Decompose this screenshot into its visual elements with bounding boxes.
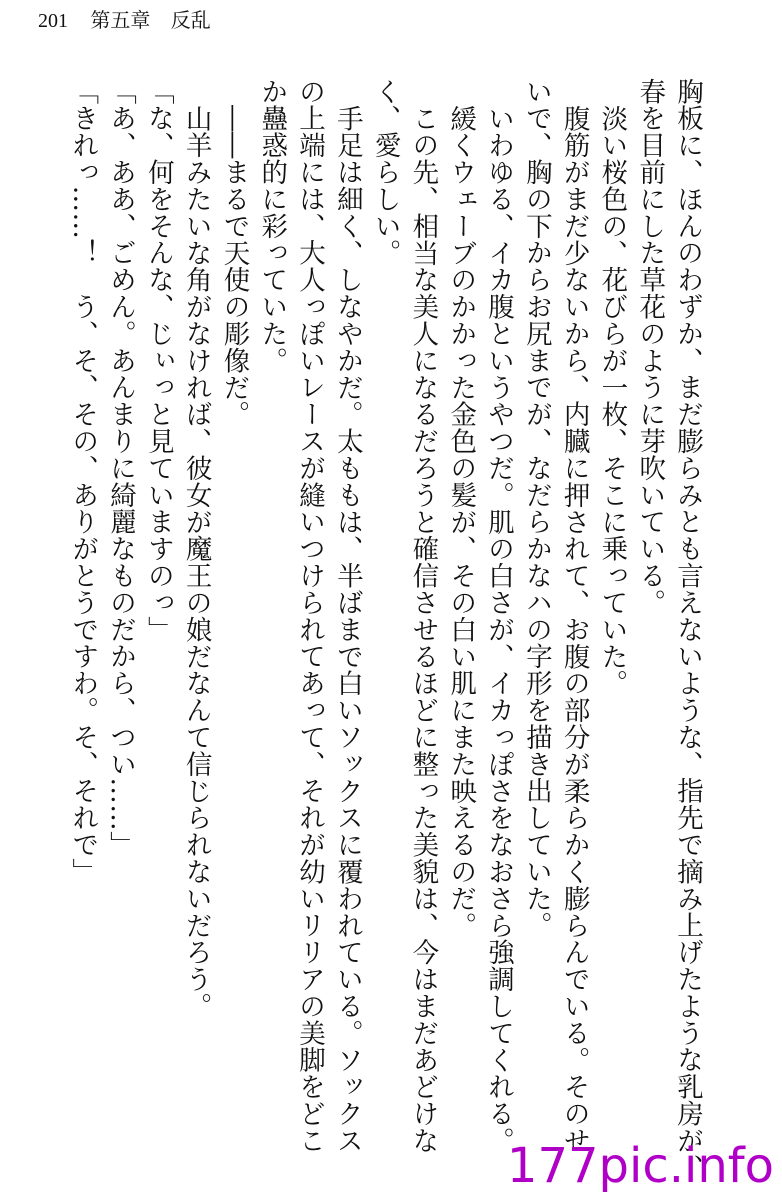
text-line: いわゆる、イカ腹というやつだ。肌の白さが、イカっぽさをなおさら強調してくれる。 <box>483 104 515 1154</box>
text-line: 手足は細く、しなやかだ。太ももは、半ばまで白いソックスに覆われている。ソックス <box>331 104 363 1154</box>
text-line: か蠱惑的に彩っていた。 <box>256 78 288 374</box>
dialogue-line: 「きれっ……！ う、そ、その、ありがとうですわ。そ、それで」 <box>67 78 99 885</box>
text-line: の上端には、大人っぽいレースが縫いつけられてあって、それが幼いリリアの美脚をどこ <box>294 78 326 1154</box>
text-line: 緩くウェーブのかかった金色の髪が、その白い肌にまた映えるのだ。 <box>445 104 477 939</box>
chapter-title: 反乱 <box>170 8 211 32</box>
text-line: この先、相当な美人になるだろうと確信させるほどに整った美貌は、今はまだあどけな <box>407 104 439 1154</box>
text-line: く、愛らしい。 <box>369 78 401 267</box>
chapter-label: 第五章 <box>90 8 151 32</box>
text-line: ――まるで天使の彫像だ。 <box>218 104 250 428</box>
text-line: 山羊みたいな角がなければ、彼女が魔王の娘だなんて信じられないだろう。 <box>180 104 212 1020</box>
dialogue-line: 「な、何をそんな、じぃっと見ていますのっ」 <box>142 78 174 643</box>
page-number: 201 <box>38 10 68 32</box>
page-header <box>38 4 211 33</box>
text-line: 腹筋がまだ少ないから、内臓に押されて、お腹の部分が柔らかく膨らんでいる。そのせ <box>558 104 590 1154</box>
dialogue-line: 「あ、ああ、ごめん。あんまりに綺麗なものだから、つい……」 <box>105 78 137 859</box>
text-line: 淡い桜色の、花びらが一枚、そこに乗っていた。 <box>596 104 628 697</box>
text-line: いで、胸の下からお尻までが、なだらかなハの字形を描き出していた。 <box>520 78 552 939</box>
watermark: 177pic.info <box>506 1138 774 1194</box>
text-line: 春を目前にした草花のように芽吹いている。 <box>634 78 666 616</box>
text-line: 胸板に、ほんのわずか、まだ膨らみとも言えないような、指先で摘み上げたような乳房が、 <box>672 78 703 1181</box>
